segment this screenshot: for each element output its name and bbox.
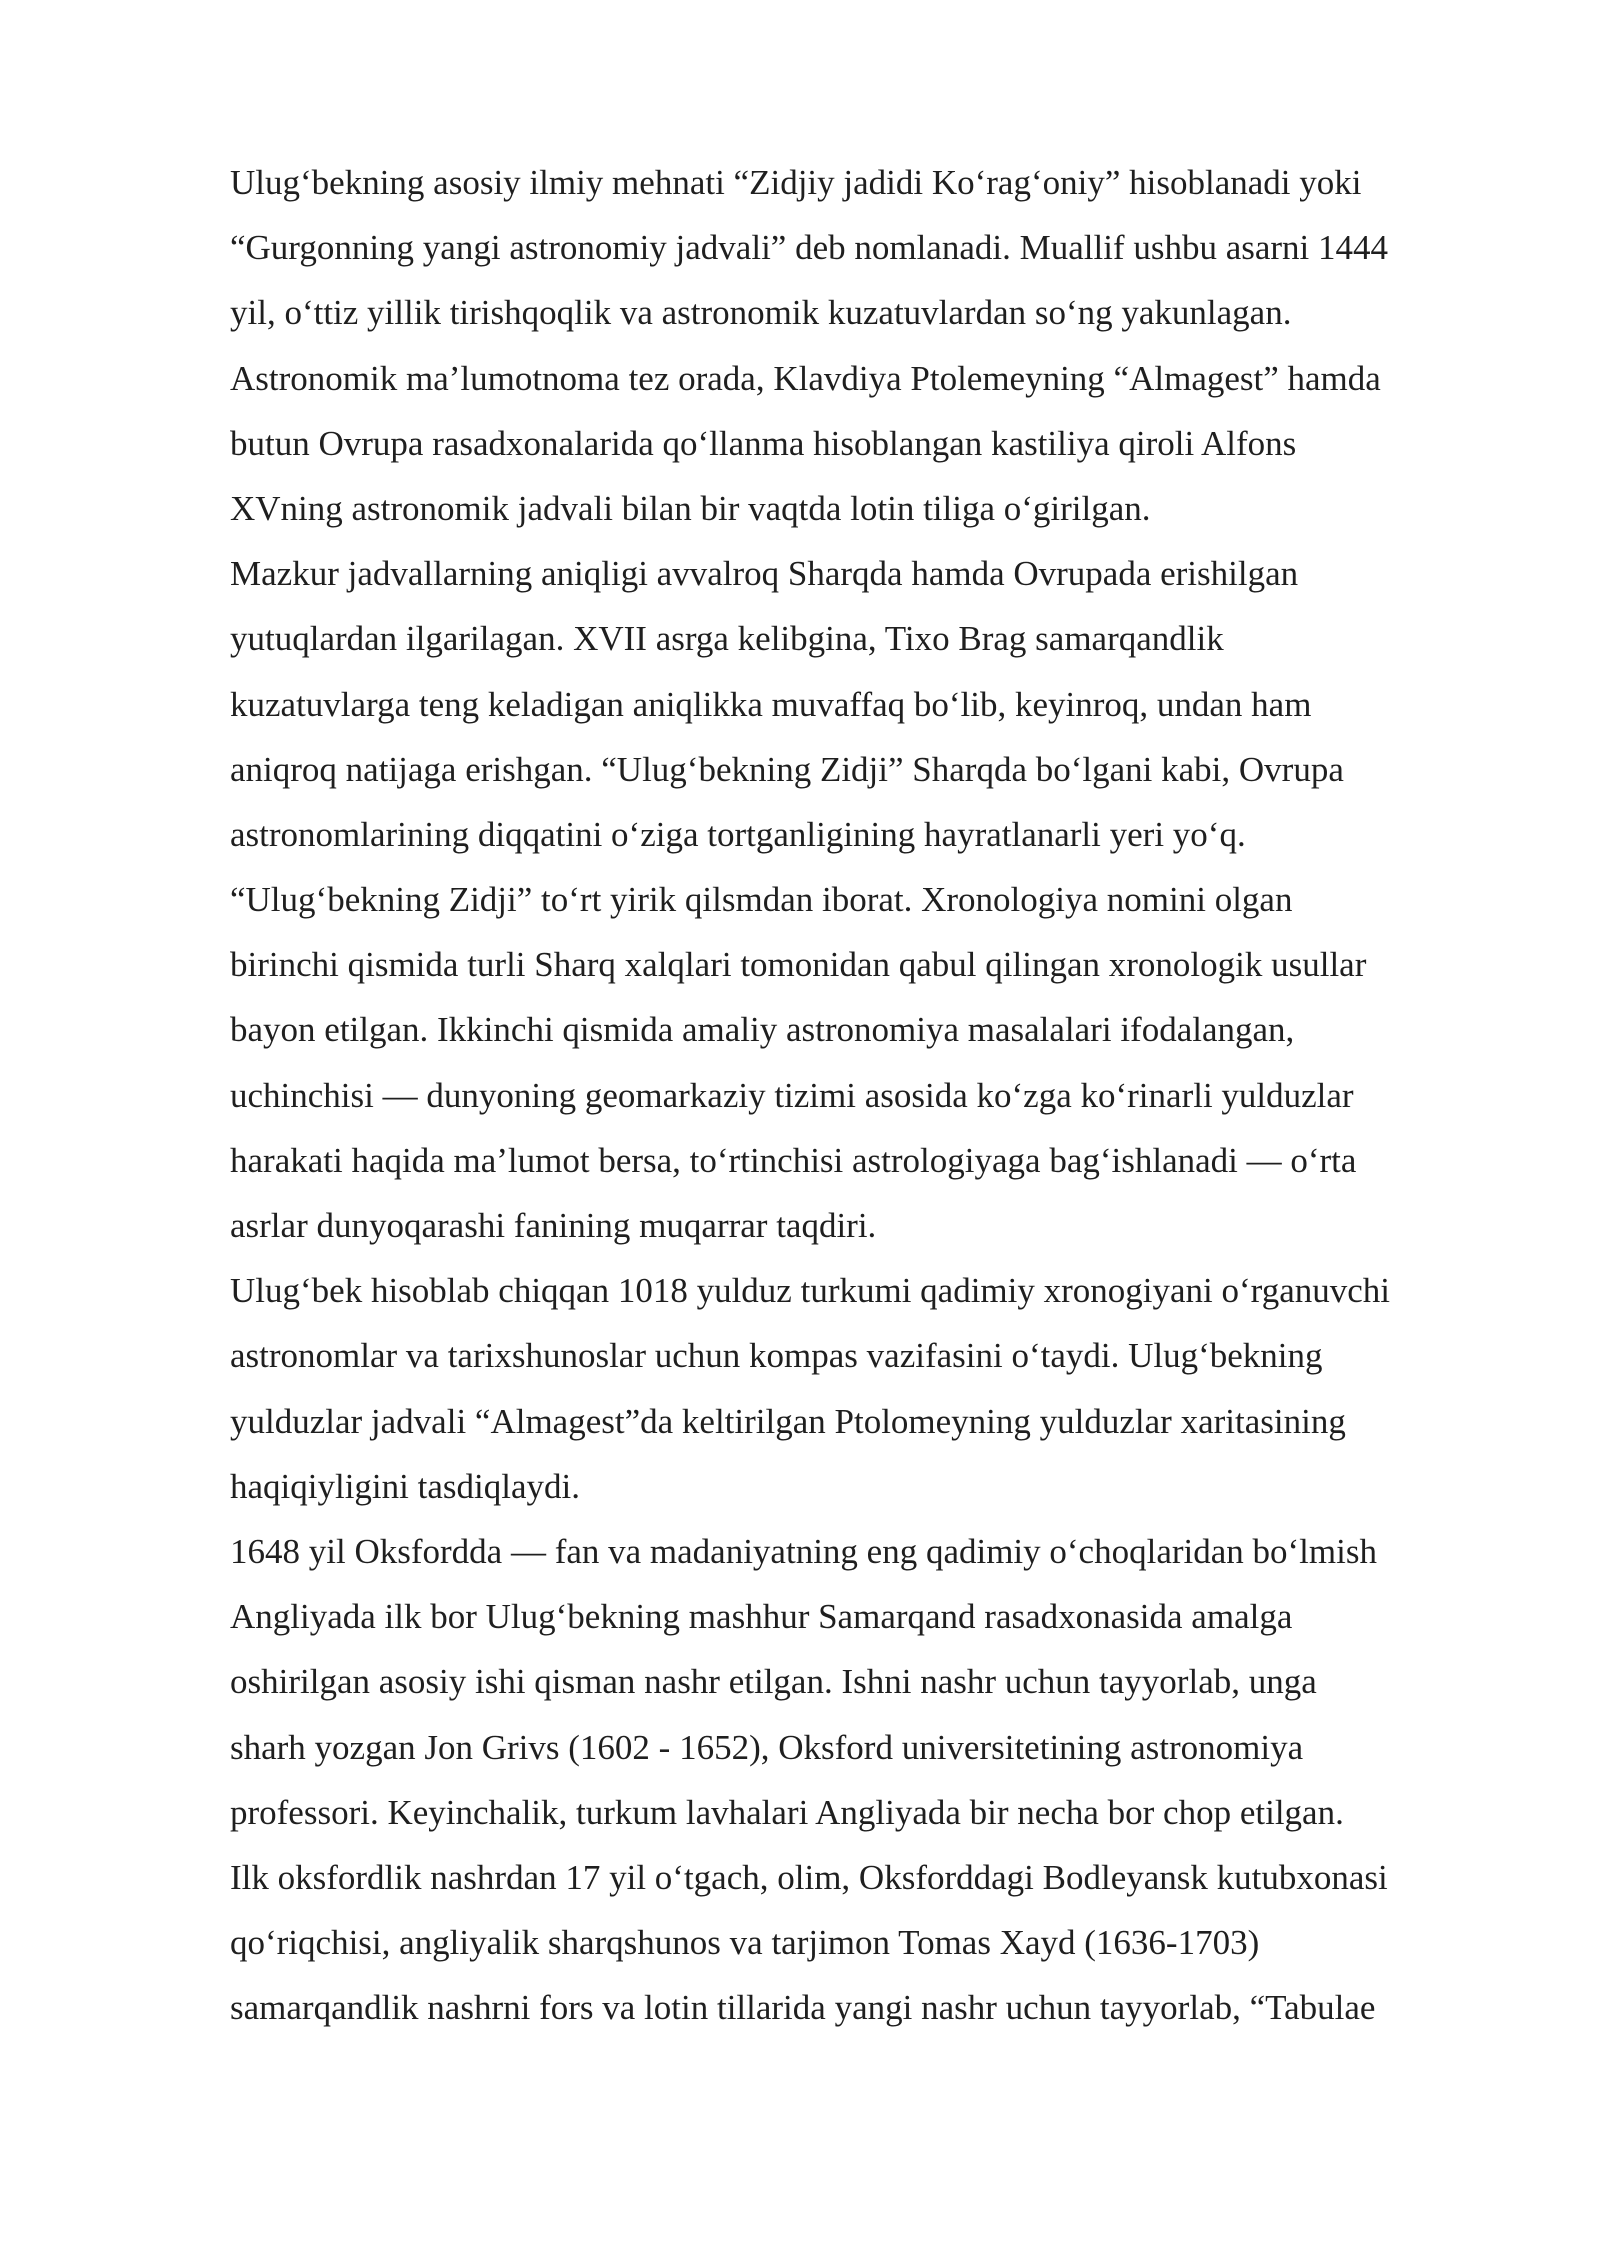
text-line: “Gurgonning yangi astronomiy jadvali” deb nomlanadi. Muallif ushbu asarni 1444 <box>230 228 1389 268</box>
text-line: Angliyada ilk bor Ulug‘bekning mashhur Samarqand rasadxonasida amalga <box>230 1597 1293 1637</box>
text-line: harakati haqida ma’lumot bersa, to‘rtinchisi astrologiyaga bag‘ishlanadi — o‘rta <box>230 1140 1357 1180</box>
text-line: oshirilgan asosiy ishi qisman nashr etilgan. Ishni nashr uchun tayyorlab, unga <box>230 1662 1317 1702</box>
text-line: Ilk oksfordlik nashrdan 17 yil o‘tgach, olim, Oksforddagi Bodleyansk kutubxonasi <box>230 1857 1388 1897</box>
text-line: yil, o‘ttiz yillik tirishqoqlik va astronomik kuzatuvlardan so‘ng yakunlagan. <box>230 293 1292 333</box>
text-line: butun Ovrupa rasadxonalarida qo‘llanma hisoblangan kastiliya qiroli Alfons <box>230 423 1297 463</box>
text-line: XVning astronomik jadvali bilan bir vaqtda lotin tiliga o‘girilgan. <box>230 488 1151 528</box>
body-text <box>230 150 1490 2040</box>
text-line: professori. Keyinchalik, turkum lavhalari Angliyada bir necha bor chop etilgan. <box>230 1792 1344 1832</box>
text-line: Mazkur jadvallarning aniqligi avvalroq Sharqda hamda Ovrupada erishilgan <box>230 554 1299 594</box>
text-line: yulduzlar jadvali “Almagest”da keltirilgan Ptolomeyning yulduzlar xaritasining <box>230 1401 1346 1441</box>
text-line: 1648 yil Oksfordda — fan va madaniyatning eng qadimiy o‘choqlaridan bo‘lmish <box>230 1531 1377 1571</box>
text-line: bayon etilgan. Ikkinchi qismida amaliy astronomiya masalalari ifodalangan, <box>230 1010 1295 1050</box>
text-line: qo‘riqchisi, angliyalik sharqshunos va tarjimon Tomas Xayd (1636-1703) <box>230 1923 1260 1963</box>
text-line: birinchi qismida turli Sharq xalqlari tomonidan qabul qilingan xronologik usullar <box>230 945 1367 985</box>
text-line: Astronomik ma’lumotnoma tez orada, Klavdiya Ptolemeyning “Almagest” hamda <box>230 358 1381 398</box>
text-line: haqiqiyligini tasdiqlaydi. <box>230 1466 580 1506</box>
text-line: Ulug‘bekning asosiy ilmiy mehnati “Zidjiy jadidi Ko‘rag‘oniy” hisoblanadi yoki <box>230 163 1362 202</box>
text-line: Ulug‘bek hisoblab chiqqan 1018 yulduz turkumi qadimiy xronogiyani o‘rganuvchi <box>230 1271 1390 1311</box>
text-line: samarqandlik nashrni fors va lotin tillarida yangi nashr uchun tayyorlab, “Tabulae <box>230 1988 1376 2028</box>
text-line: astronomlarining diqqatini o‘ziga tortganligining hayratlanarli yeri yo‘q. <box>230 814 1246 854</box>
text-line: “Ulug‘bekning Zidji” to‘rt yirik qilsmdan iborat. Xronologiya nomini olgan <box>230 880 1293 920</box>
text-line: yutuqlardan ilgarilagan. XVII asrga kelibgina, Tixo Brag samarqandlik <box>230 619 1224 659</box>
text-line: asrlar dunyoqarashi fanining muqarrar taqdiri. <box>230 1206 877 1245</box>
text-line: kuzatuvlarga teng keladigan aniqlikka muvaffaq bo‘lib, keyinroq, undan ham <box>230 684 1312 724</box>
text-line: aniqroq natijaga erishgan. “Ulug‘bekning Zidji” Sharqda bo‘lgani kabi, Ovrupa <box>230 749 1344 789</box>
text-line: astronomlar va tarixshunoslar uchun kompas vazifasini o‘taydi. Ulug‘bekning <box>230 1336 1323 1376</box>
text-line: sharh yozgan Jon Grivs (1602 - 1652), Oksford universitetining astronomiya <box>230 1727 1304 1767</box>
text-line: uchinchisi — dunyoning geomarkaziy tizimi asosida ko‘zga ko‘rinarli yulduzlar <box>230 1075 1354 1115</box>
